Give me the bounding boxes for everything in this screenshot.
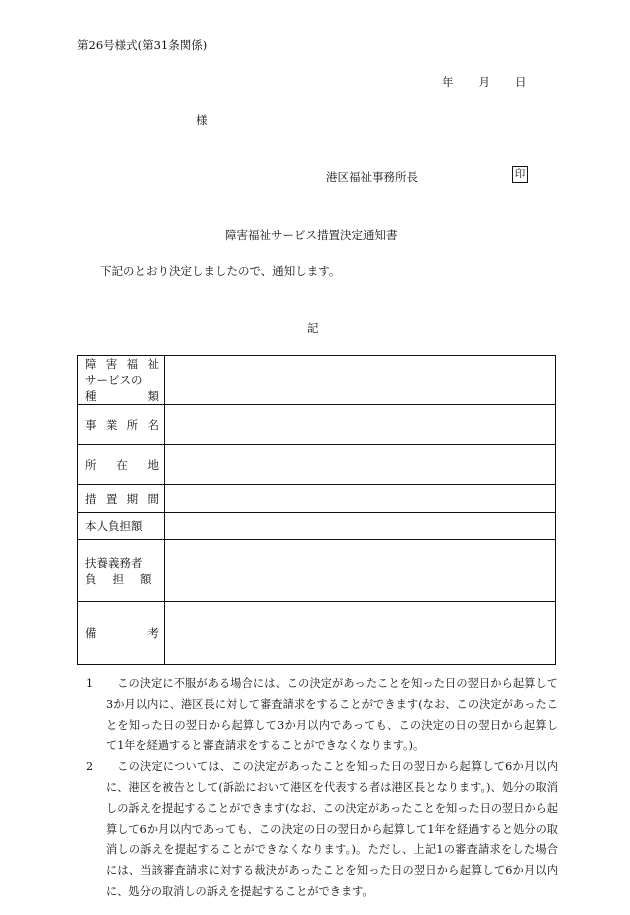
note-item [86,757,558,903]
label-char: 置 [105,491,118,506]
label-char: 在 [116,457,128,472]
table-row-office-name [78,405,556,445]
label-char: 所 [126,417,139,432]
value-period[interactable] [165,485,556,513]
label-char: 額 [140,571,152,586]
value-remarks[interactable] [165,602,556,665]
label-char: 措 [85,491,97,506]
value-office-name[interactable] [165,405,556,445]
label-office-name [78,405,165,445]
notes-list [86,674,558,903]
table-row-self-burden [78,513,556,540]
label-char: 福 [126,357,139,371]
label-guardian-burden [78,540,165,602]
note-text: この決定については、この決定があったことを知った日の翌日から起算して6か月以内に、港区を被告として(訴訟において港区を代表する者は港区長となります。)、処分の取消しの訴えを提起することができます(なお、この決定があったことを知った日の翌日から起算して6か月以内であっても、この決定の日の翌日から起算して1年を経過すると処分の取消しの訴えを提起することができなくなります。)。ただし、上記1の審査請求をした場合には、当該審査請求に対する裁決があったことを知った日の翌日から起算して6か月以内に、処分の取消しの訴えを提起することができます。 [106,760,558,898]
date-year: 年 [442,75,454,89]
addressee-suffix: 様 [196,113,208,127]
label-line [85,388,159,404]
label-char: 担 [112,571,124,586]
issuer-name: 港区福祉事務所長 [326,170,418,184]
label-char: 考 [147,626,159,640]
label-char: 間 [147,491,159,506]
label-char: 類 [147,389,159,403]
label-char: 祉 [147,357,159,371]
label-line [85,457,159,473]
label-char: 種 [85,389,97,403]
value-self-burden[interactable] [165,513,556,540]
table-row-service-type [78,356,556,405]
label-char: 地 [147,457,159,472]
value-service-type[interactable] [165,356,556,405]
date-month: 月 [478,75,490,89]
value-location[interactable] [165,445,556,485]
label-line [85,571,159,587]
ki-heading: 記 [307,321,319,335]
label-self-burden [78,513,165,540]
label-line [85,491,159,507]
label-location [78,445,165,485]
details-table [77,355,556,665]
label-char: 障 [85,357,97,371]
note-item [86,674,558,757]
label-line [85,625,159,641]
label-char: 事 [85,417,97,432]
label-char: 害 [105,357,118,371]
label-char: 備 [85,626,97,640]
seal-stamp: 印 [512,166,528,183]
label-line [85,417,159,433]
note-number: 2 [86,760,94,774]
label-char: 名 [147,417,159,432]
label-remarks [78,602,165,665]
label-line: サービスの [85,373,143,387]
note-text: この決定に不服がある場合には、この決定があったことを知った日の翌日から起算して3か月以内に、港区長に対して審査請求をすることができます(なお、この決定があったことを知った日の翌日から起算して3か月以内であっても、この決定の日の翌日から起算して1年を経過すると審査請求をすることができなくなります。)。 [106,677,558,753]
date-line [442,74,527,90]
label-char: 所 [85,457,97,472]
label-line [85,356,159,372]
table-row-period [78,485,556,513]
document-title: 障害福祉サービス措置決定通知書 [225,228,398,242]
label-service-type [78,356,165,405]
label-char: 期 [126,491,139,506]
label-char: 業 [105,417,118,432]
date-day: 日 [515,75,527,89]
table-row-guardian-burden [78,540,556,602]
label-line: 本人負担額 [85,519,143,533]
label-period [78,485,165,513]
form-number: 第26号様式(第31条関係) [77,38,208,52]
table-row-remarks [78,602,556,665]
table-row-location [78,445,556,485]
label-line: 扶養義務者 [85,555,143,570]
value-guardian-burden[interactable] [165,540,556,602]
label-char: 負 [85,571,97,586]
note-number: 1 [86,677,94,690]
intro-text: 下記のとおり決定しましたので、通知します。 [100,264,341,278]
